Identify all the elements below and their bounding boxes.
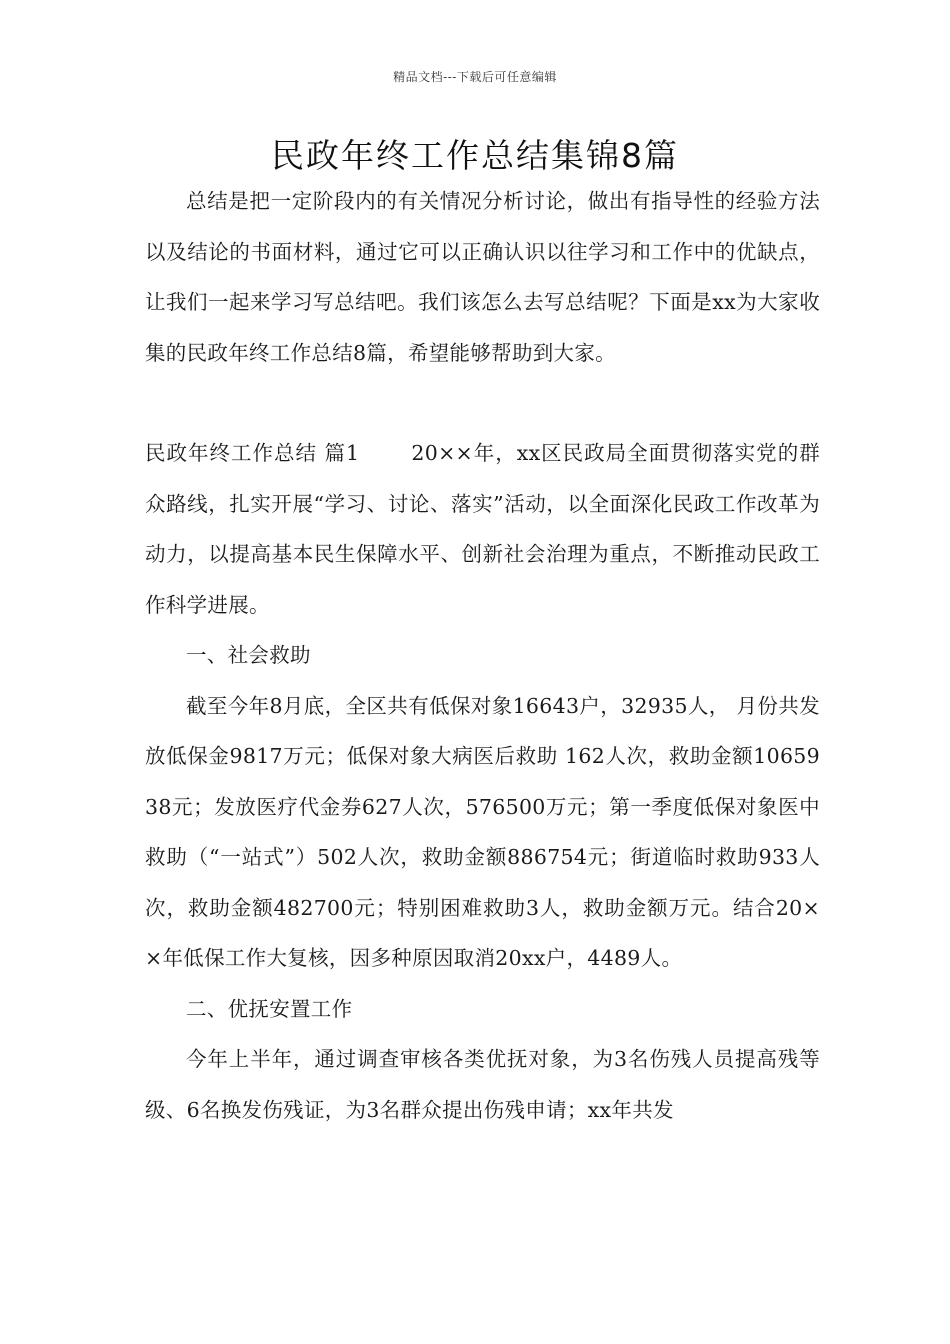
section-spacer — [145, 378, 820, 428]
sub1-heading: 一、社会救助 — [186, 643, 311, 667]
document-title: 民政年终工作总结集锦8篇 — [271, 136, 679, 175]
section1-lead: 20××年，xx区民政局全面贯彻落实党的群众路线，扎实开展“学习、讨论、落实”活动，以全面深化民政工作改革为动力，以提高基本民生保障水平、创新社会治理为重点，不断推动民政工作科学进展。 — [145, 441, 820, 617]
sub1-body: 截至今年8月底，全区共有低保对象16643户，32935人， 月份共发放低保金9817万元；低保对象大病医后救助 162人次，救助金额1065938元；发放医疗代金券627人次，576500万元；第一季度低保对象医中救助（“一站式”）502人次，救助金额886754元；街道临时救助933人次，救助金额482700元；特别困难救助3人，救助金额万元。结合20××年低保工作大复核，因多种原因取消20xx户，4489人。 — [145, 693, 820, 970]
section1-heading: 民政年终工作总结 篇1 — [145, 441, 360, 465]
document-body — [145, 176, 820, 1135]
sub2-body: 今年上半年，通过调查审核各类优抚对象，为3名伤残人员提高残等级、6名换发伤残证，为3名群众提出伤残申请；xx年共发 — [145, 1047, 820, 1122]
section1-paragraph — [145, 428, 820, 630]
sub2-heading: 二、优抚安置工作 — [186, 996, 353, 1021]
page-header-note: 精品文档---下载后可任意编辑 — [393, 70, 557, 84]
intro-paragraph: 总结是把一定阶段内的有关情况分析讨论，做出有指导性的经验方法以及结论的书面材料，通过它可以正确认识以往学习和工作中的优缺点，让我们一起来学习写总结吧。我们该怎么去写总结呢？下面是xx为大家收集的民政年终工作总结8篇，希望能够帮助到大家。 — [145, 189, 820, 365]
